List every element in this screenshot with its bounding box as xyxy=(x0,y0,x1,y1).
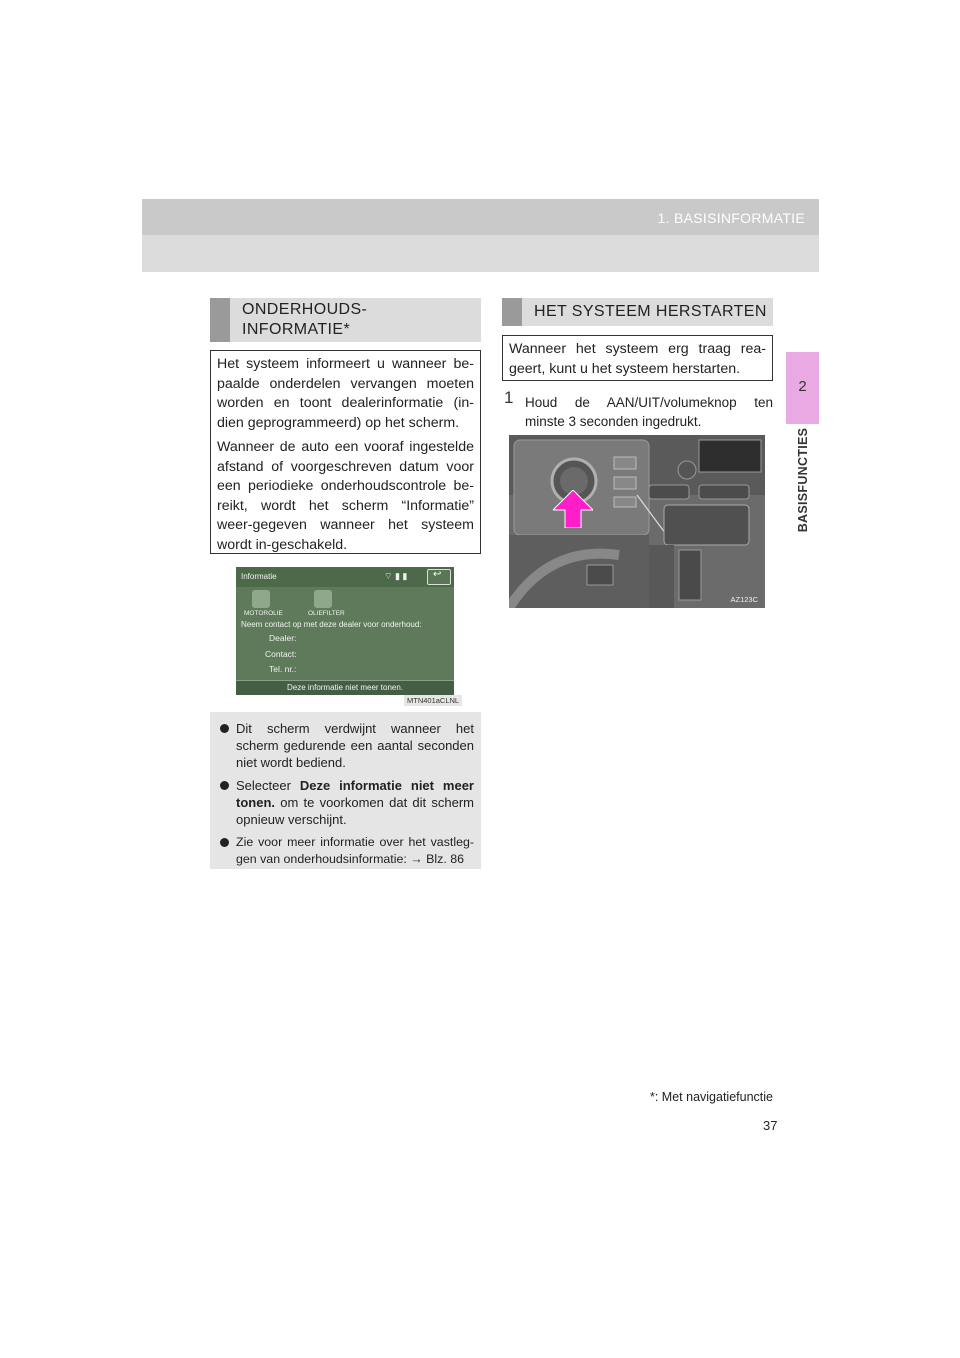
oil-icon xyxy=(252,590,270,608)
bullet-icon xyxy=(220,781,229,790)
restart-intro-box xyxy=(502,335,773,381)
dashboard-image-caption: AZ123C xyxy=(730,595,758,604)
note-text: Zie voor meer informatie over het vastleg-gen van onderhoudsinformatie: → Blz. 86 xyxy=(236,835,474,866)
page-header xyxy=(142,199,819,235)
bullet-icon xyxy=(220,724,229,733)
chapter-title: 1. BASISINFORMATIE xyxy=(657,210,805,226)
note-text: Dit scherm verdwijnt wanneer het scherm gedurende een aantal seconden niet wordt bediend. xyxy=(236,721,474,770)
filter-icon xyxy=(314,590,332,608)
section-heading-text: HET SYSTEEM HERSTARTEN xyxy=(534,303,767,320)
screen-bottom-button: Deze informatie niet meer tonen. xyxy=(286,683,404,692)
paragraph-2: Wanneer de auto een vooraf ingestelde afstand of voorgeschreven datum voor een periodieke onderhoudscontrole be-reikt, wordt het scherm “Informatie” weer-gegeven wanneer het systeem wordt in-geschakeld. xyxy=(217,439,474,553)
status-icons: ⌔ ▮ ▮ xyxy=(384,571,408,581)
note-item xyxy=(216,720,474,771)
step-number: 1 xyxy=(504,388,514,407)
screen-dealer-label: Dealer: xyxy=(269,633,297,643)
screen-message: Neem contact op met deze dealer voor onderhoud: xyxy=(241,620,422,629)
paragraph-1: Het systeem informeert u wanneer be-paalde onderdelen vervangen moeten worden en toont dealerinformatie (in-dien geprogrammeerd) op het scherm. xyxy=(217,356,474,431)
dashboard-image xyxy=(509,435,765,608)
header-subbar xyxy=(142,235,819,272)
press-arrow-icon xyxy=(553,490,593,528)
chapter-number: 2 xyxy=(798,378,807,395)
screen-btn-oliefilter: OLIEFILTER xyxy=(308,610,345,617)
step-text: Houd de AAN/UIT/volumeknop ten minste 3 seconden ingedrukt. xyxy=(525,395,773,429)
note-item xyxy=(216,777,474,828)
screen-btn-motorolie: MOTOROLIE xyxy=(244,610,283,617)
chapter-side-label-text: BASISFUNCTIES xyxy=(795,427,810,533)
screen-bottom-bar xyxy=(236,680,454,695)
notes-box xyxy=(210,712,481,869)
section-heading-text: ONDERHOUDS- INFORMATIE* xyxy=(242,301,368,338)
note-suffix: om te voorkomen dat dit scherm opnieuw verschijnt. xyxy=(236,795,474,827)
screen-title: Informatie xyxy=(241,572,277,581)
maintenance-info-box xyxy=(210,350,481,554)
heading-accent xyxy=(502,298,522,326)
section-heading-maintenance xyxy=(210,298,481,342)
chapter-side-label xyxy=(786,427,819,533)
back-button xyxy=(427,569,451,585)
note-prefix: Selecteer xyxy=(236,778,300,793)
section-heading-restart xyxy=(502,298,773,326)
note-item xyxy=(216,834,474,868)
maintenance-screen-image xyxy=(236,567,454,695)
page-number: 37 xyxy=(763,1118,778,1133)
dashboard-illustration xyxy=(509,435,765,608)
screen-contact-label: Contact: xyxy=(265,649,297,659)
heading-accent xyxy=(210,298,230,342)
screen-tel-label: Tel. nr.: xyxy=(269,664,297,674)
restart-intro-text: Wanneer het systeem erg traag rea-geert, kunt u het systeem herstarten. xyxy=(509,341,766,377)
back-icon: ↩ xyxy=(433,569,442,580)
chapter-tab xyxy=(786,352,819,424)
bullet-icon xyxy=(220,838,229,847)
screen-image-caption: MTN401aCLNL xyxy=(404,695,462,706)
footnote: *: Met navigatiefunctie xyxy=(650,1090,773,1104)
note-bold: Deze informatie niet meer tonen. xyxy=(236,778,474,810)
